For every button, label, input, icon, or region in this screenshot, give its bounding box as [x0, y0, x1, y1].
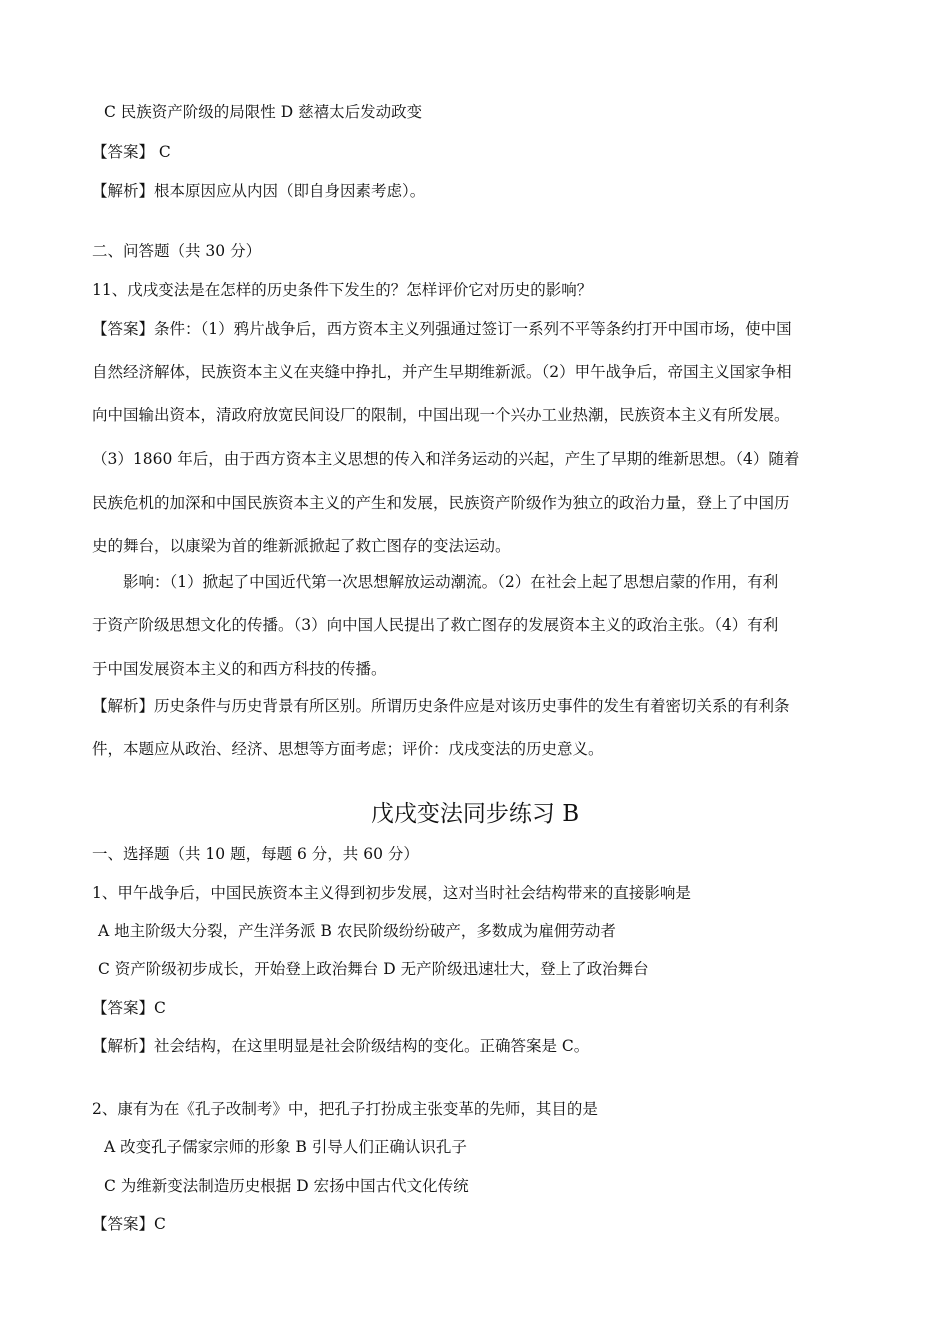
q11-influence-line: 影响：（1）掀起了中国近代第一次思想解放运动潮流。（2）在社会上起了思想启蒙的作用，有利: [123, 573, 779, 591]
q11-answer-line: 民族危机的加深和中国民族资本主义的产生和发展，民族资产阶级作为独立的政治力量，登上了中国历: [92, 494, 790, 512]
q11-answer-line: （3）1860 年后，由于西方资本主义思想的传入和洋务运动的兴起，产生了早期的维新思想。（4）随着: [92, 450, 800, 468]
q11-answer-line: 向中国输出资本，清政府放宽民间设厂的限制，中国出现一个兴办工业热潮，民族资本主义有所发展。: [92, 406, 790, 424]
q2-options-cd: C 为维新变法制造历史根据 D 宏扬中国古代文化传统: [104, 1177, 469, 1195]
q11-answer-line: 自然经济解体，民族资本主义在夹缝中挣扎，并产生早期维新派。（2）甲午战争后，帝国主义国家争相: [92, 363, 792, 381]
q1-question: 1、甲午战争后，中国民族资本主义得到初步发展，这对当时社会结构带来的直接影响是: [92, 884, 691, 902]
q2-question: 2、康有为在《孔子改制考》中，把孔子打扮成主张变革的先师，其目的是: [92, 1100, 598, 1118]
q1-options-ab: A 地主阶级大分裂，产生洋务派 B 农民阶级纷纷破产，多数成为雇佣劳动者: [98, 922, 616, 940]
exercise-title: 戊戌变法同步练习 B: [370, 801, 580, 827]
q1-answer: 【答案】C: [92, 999, 166, 1017]
section2-heading: 二、问答题（共 30 分）: [92, 242, 262, 260]
prev-question-analysis: 【解析】根本原因应从内因（即自身因素考虑）。: [92, 182, 426, 200]
q11-influence-line: 于中国发展资本主义的和西方科技的传播。: [92, 660, 387, 678]
q2-options-ab: A 改变孔子儒家宗师的形象 B 引导人们正确认识孔子: [104, 1138, 467, 1156]
q1-options-cd: C 资产阶级初步成长，开始登上政治舞台 D 无产阶级迅速壮大，登上了政治舞台: [98, 960, 649, 978]
q2-answer: 【答案】C: [92, 1215, 166, 1233]
prev-question-answer: 【答案】 C: [92, 143, 171, 161]
section1-heading: 一、选择题（共 10 题，每题 6 分，共 60 分）: [92, 845, 419, 863]
q11-analysis-line: 【解析】历史条件与历史背景有所区别。所谓历史条件应是对该历史事件的发生有着密切关系的有利条: [92, 697, 790, 715]
q11-answer-line: 史的舞台，以康梁为首的维新派掀起了救亡图存的变法运动。: [92, 537, 511, 555]
q11-influence-line: 于资产阶级思想文化的传播。（3）向中国人民提出了救亡图存的发展资本主义的政治主张。（4）有利: [92, 616, 779, 634]
q11-answer-line: 【答案】条件：（1）鸦片战争后，西方资本主义列强通过签订一系列不平等条约打开中国市场，使中国: [92, 320, 792, 338]
q11-question: 11、戊戌变法是在怎样的历史条件下发生的？怎样评价它对历史的影响？: [92, 281, 593, 299]
q1-analysis: 【解析】社会结构，在这里明显是社会阶级结构的变化。正确答案是 C。: [92, 1037, 590, 1055]
prev-question-options-cd: C 民族资产阶级的局限性 D 慈禧太后发动政变: [104, 103, 423, 121]
q11-analysis-line: 件，本题应从政治、经济、思想等方面考虑；评价：戊戌变法的历史意义。: [92, 740, 604, 758]
